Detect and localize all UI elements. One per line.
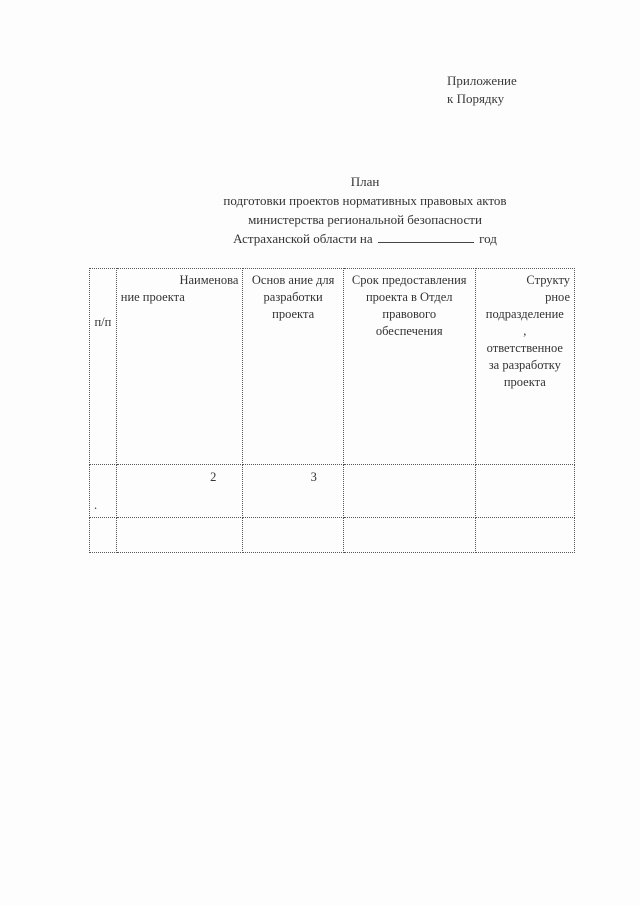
- table-cell: [116, 518, 243, 553]
- header-basis: [243, 269, 343, 465]
- header-unit-line-3: подразделение: [485, 307, 564, 321]
- title-line-4-suffix: год: [479, 231, 497, 246]
- number-cell-1: .: [90, 465, 117, 518]
- table-cell: [243, 518, 343, 553]
- title-line-2: подготовки проектов нормативных правовых актов: [223, 193, 507, 208]
- number-cell-5: [475, 465, 574, 518]
- header-unit-line-1: Структу: [526, 273, 570, 287]
- table-row: [90, 518, 575, 553]
- header-number-label: п/п: [94, 315, 112, 329]
- number-cell-3: 3: [243, 465, 343, 518]
- title-line-3: министерства региональной безопасности: [248, 212, 482, 227]
- header-unit-line-5: ответственное: [486, 341, 563, 355]
- header-name-line-2: ние проекта: [120, 290, 185, 304]
- table-header-row: [90, 269, 575, 465]
- number-cell-2: 2: [116, 465, 243, 518]
- appendix-line-1: Приложение: [447, 73, 517, 88]
- appendix-note: [447, 72, 517, 108]
- title-line-4: [180, 229, 550, 248]
- header-responsible-unit: [475, 269, 574, 465]
- header-deadline: [343, 269, 475, 465]
- plan-table: [89, 268, 575, 553]
- title-line-1: План: [350, 174, 380, 189]
- header-basis-text: Основ ание для разработки проекта: [251, 273, 335, 321]
- table-cell: [343, 518, 475, 553]
- table-cell: [90, 518, 117, 553]
- header-unit-line-2: рное: [545, 290, 570, 304]
- table-number-row: [90, 465, 575, 518]
- table-cell: [475, 518, 574, 553]
- header-unit-line-6: за разработку: [488, 358, 561, 372]
- header-unit-line-7: проекта: [503, 375, 546, 389]
- header-number: [90, 269, 117, 465]
- document-title: [180, 172, 550, 248]
- header-project-name: [116, 269, 243, 465]
- appendix-line-2: к Порядку: [447, 91, 505, 106]
- header-deadline-text: Срок предоставления проекта в Отдел правового обеспечения: [351, 273, 467, 338]
- title-line-4-prefix: Астраханской области на: [233, 231, 373, 246]
- header-unit-line-4: ,: [523, 324, 527, 338]
- number-cell-4: [343, 465, 475, 518]
- header-name-line-1: Наименова: [179, 273, 239, 287]
- year-blank-field: [378, 230, 474, 243]
